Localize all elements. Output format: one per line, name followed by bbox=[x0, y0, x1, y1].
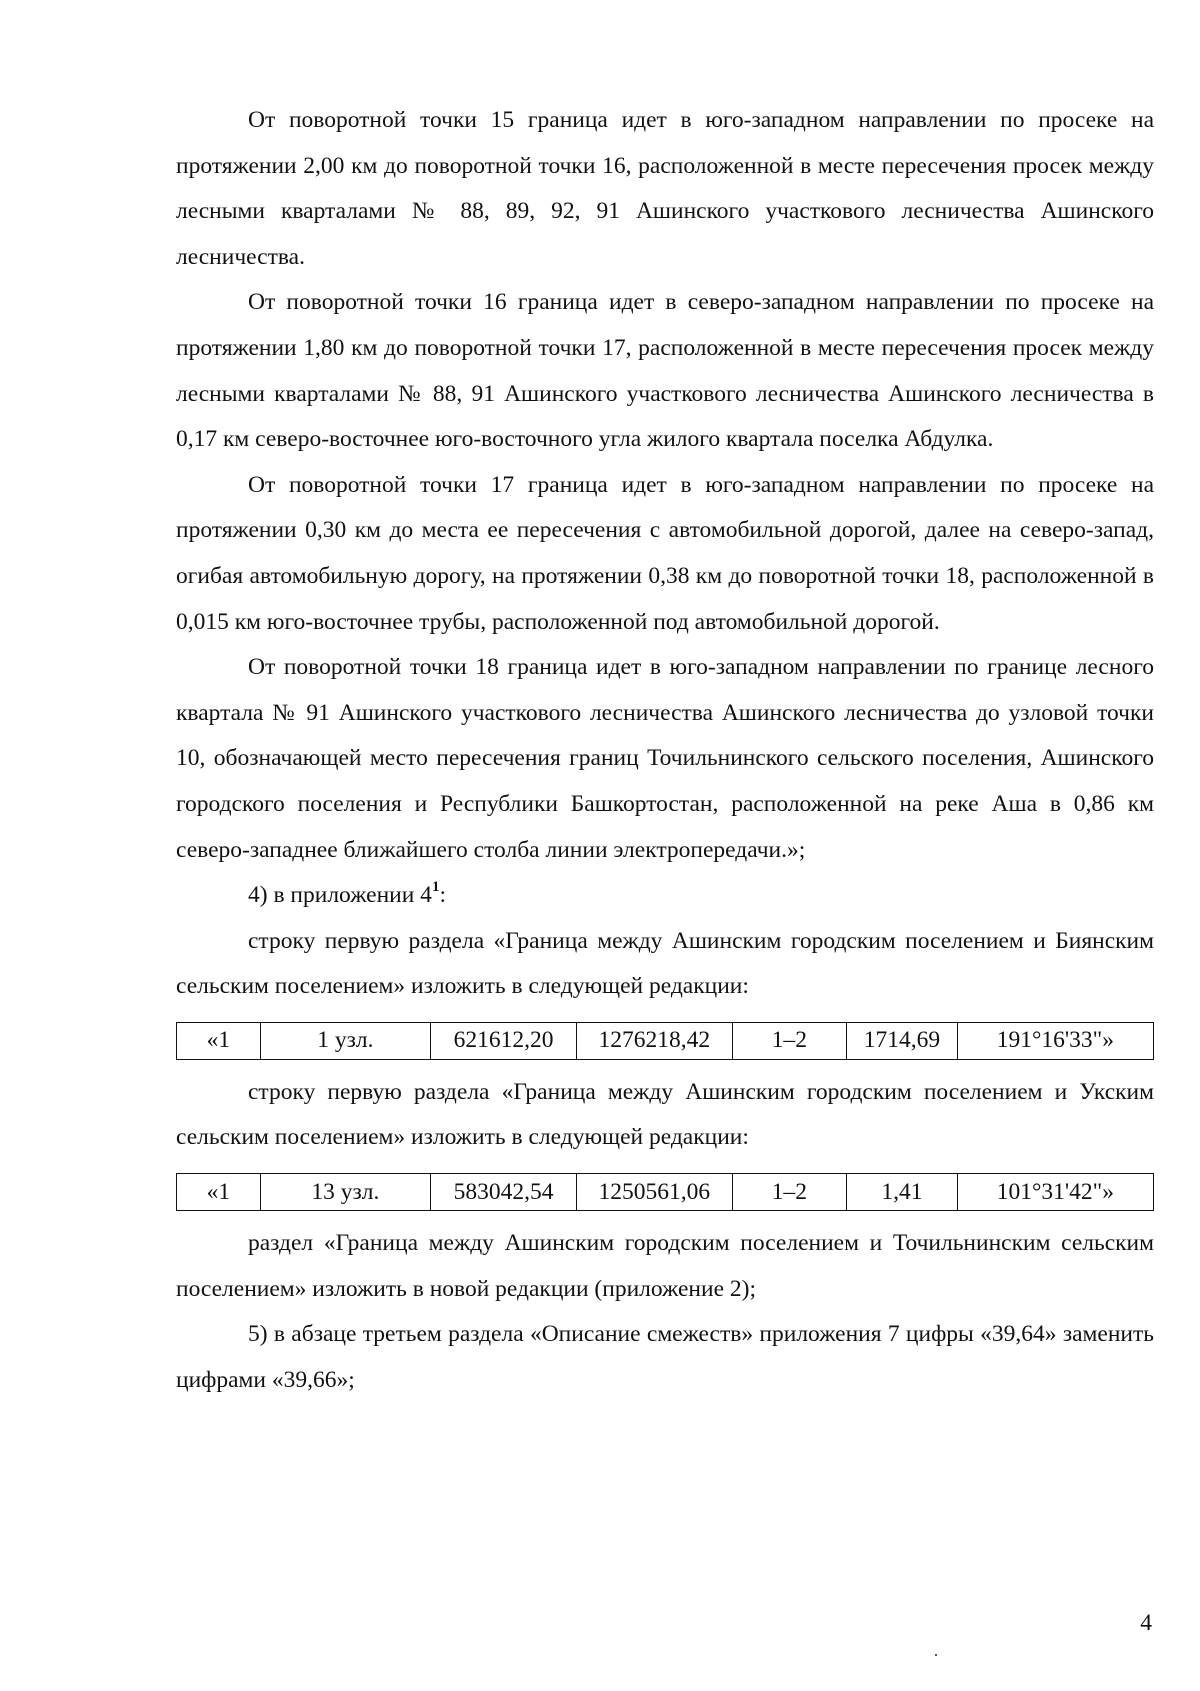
item-4-text: 4) в приложении 4 bbox=[248, 882, 432, 909]
cell-y: 1250561,06 bbox=[577, 1174, 733, 1211]
cell-number: «1 bbox=[177, 1174, 261, 1211]
table-row bbox=[177, 1174, 1154, 1211]
table-uksk-row bbox=[176, 1173, 1154, 1211]
cell-y: 1276218,42 bbox=[577, 1022, 733, 1059]
table-biyansk-row bbox=[176, 1022, 1154, 1060]
paragraph-item-5: 5) в абзаце третьем раздела «Описание смежеств» приложения 7 цифры «39,64» заменить цифрами «39,66»; bbox=[176, 1321, 1154, 1393]
scan-speck bbox=[935, 1654, 937, 1656]
cell-segment: 1–2 bbox=[732, 1174, 847, 1211]
table-row bbox=[177, 1022, 1154, 1059]
cell-angle: 191°16'33"» bbox=[957, 1022, 1153, 1059]
paragraph-point-17: От поворотной точки 17 граница идет в юго-западном направлении по просеке на протяжении 0,30 км до места ее пересечения с автомобильной дорогой, далее на северо-запад, огибая автомобильную дорогу, на протяжении 0,38 км до поворотной точки 18, расположенной в 0,015 км юго-восточнее трубы, расположенной под автомобильной дорогой. bbox=[176, 471, 1154, 635]
paragraph-uksk-row: строку первую раздела «Граница между Ашинским городским поселением и Укским сельским поселением» изложить в следующей редакции: bbox=[176, 1078, 1154, 1151]
paragraph-tochilninsk-section: раздел «Граница между Ашинским городским поселением и Точильнинским сельским поселением» изложить в новой редакции (приложение 2); bbox=[176, 1230, 1154, 1302]
item-4-colon: : bbox=[439, 882, 446, 909]
cell-segment: 1–2 bbox=[732, 1022, 847, 1059]
cell-length: 1,41 bbox=[847, 1174, 957, 1211]
page-number: 4 bbox=[1140, 1610, 1152, 1636]
paragraph-biyansk-row: строку первую раздела «Граница между Ашинским городским поселением и Биянским сельским поселением» изложить в следующей редакции: bbox=[176, 927, 1154, 1000]
paragraph-point-15: От поворотной точки 15 граница идет в юго-западном направлении по просеке на протяжении 2,00 км до поворотной точки 16, расположенной в месте пересечения просек между лесными кварталами № 88, 89, 92, 91 Ашинского участкового лесничества Ашинского лесничества. bbox=[176, 107, 1154, 270]
cell-node: 13 узл. bbox=[260, 1174, 431, 1211]
item-4-superscript: 1 bbox=[431, 879, 440, 896]
cell-x: 583042,54 bbox=[431, 1174, 577, 1211]
cell-number: «1 bbox=[177, 1022, 261, 1059]
cell-angle: 101°31'42"» bbox=[957, 1174, 1153, 1211]
paragraph-point-18: От поворотной точки 18 граница идет в юго-западном направлении по границе лесного квартала № 91 Ашинского участкового лесничества Ашинского лесничества до узловой точки 10, обозначающей место пересечения границ Точильнинского сельского поселения, Ашинского городского поселения и Республики Башкортостан, расположенной на реке Аша в 0,86 км северо-западнее ближайшего столба линии электропередачи.»; bbox=[176, 654, 1154, 863]
cell-length: 1714,69 bbox=[847, 1022, 957, 1059]
document-page bbox=[176, 98, 1154, 1403]
paragraph-item-4 bbox=[176, 873, 1154, 919]
cell-node: 1 узл. bbox=[260, 1022, 431, 1059]
paragraph-point-16: От поворотной точки 16 граница идет в северо-западном направлении по просеке на протяжении 1,80 км до поворотной точки 17, расположенной в месте пересечения просек между лесными кварталами № 88, 91 Ашинского участкового лесничества Ашинского лесничества в 0,17 км северо-восточнее юго-восточного угла жилого квартала поселка Абдулка. bbox=[176, 289, 1154, 453]
cell-x: 621612,20 bbox=[431, 1022, 577, 1059]
